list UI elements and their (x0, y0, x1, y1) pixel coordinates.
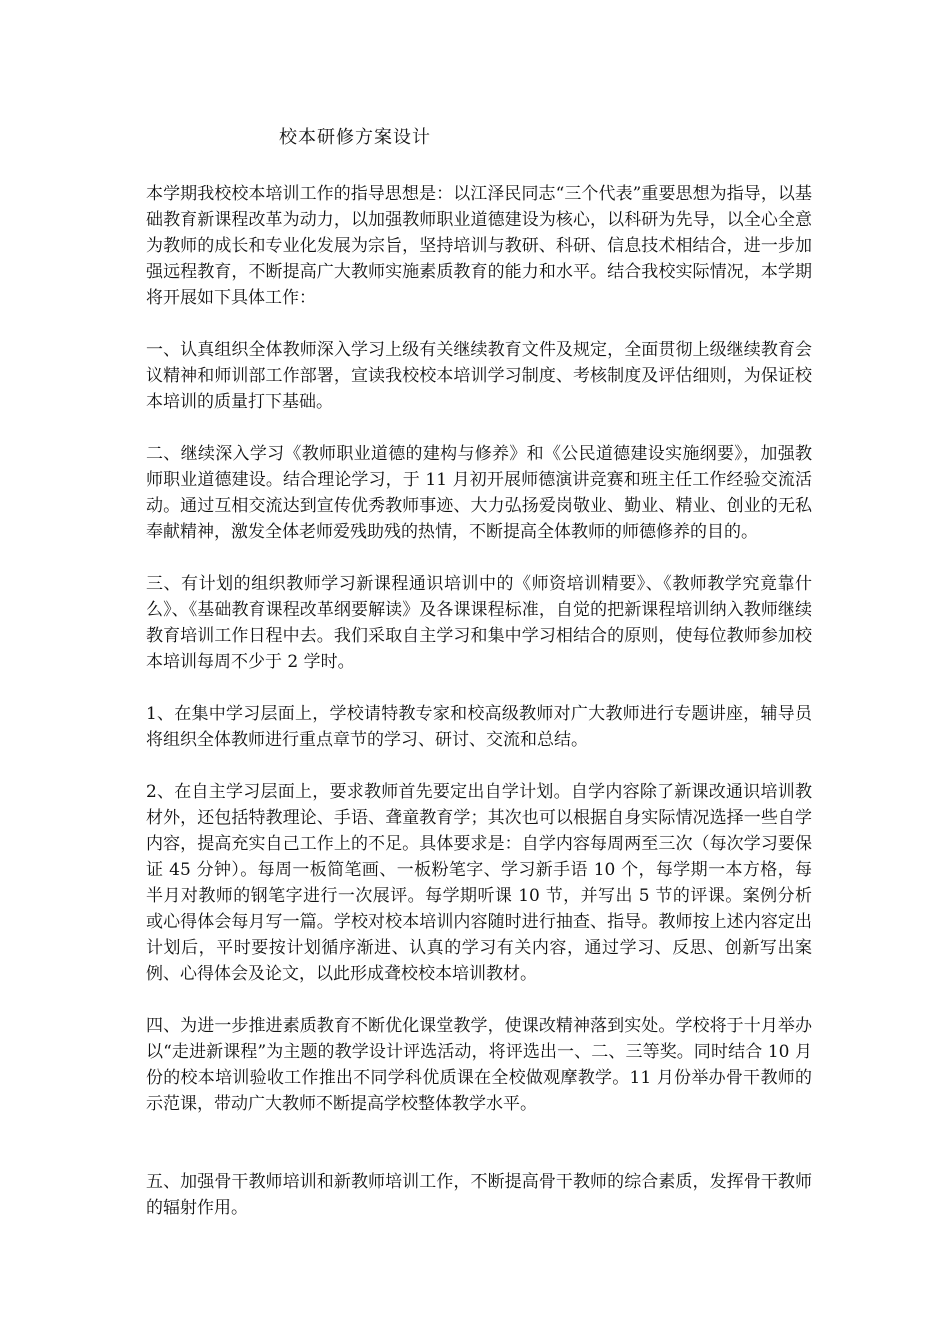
paragraph-item-four: 四、为进一步推进素质教育不断优化课堂教学，使课改精神落到实处。学校将于十月举办以“走进新课程”为主题的教学设计评选活动，将评选出一、二、三等奖。同时结合 10 月份的校本培训验收工作推出不同学科优质课在全校做观摩教学。11 月份举办骨干教师的示范课，带动广大教师不断提高学校整体教学水平。 (146, 1016, 812, 1114)
paragraph-subitem-one: 1、在集中学习层面上，学校请特教专家和校高级教师对广大教师进行专题讲座，辅导员将组织全体教师进行重点章节的学习、研讨、交流和总结。 (146, 704, 812, 750)
document-title: 校本研修方案设计 (279, 127, 431, 148)
paragraph-subitem-two: 2、在自主学习层面上，要求教师首先要定出自学计划。自学内容除了新课改通识培训教材外，还包括特教理论、手语、聋童教育学；其次也可以根据自身实际情况选择一些自学内容，提高充实自己工作上的不足。具体要求是：自学内容每周两至三次（每次学习要保证 45 分钟）。每周一板简笔画、一板粉笔字、学习新手语 10 个，每学期一本方格，每半月对教师的钢笔字进行一次展评。每学期听课 10 节，并写出 5 节的评课。案例分析或心得体会每月写一篇。学校对校本培训内容随时进行抽查、指导。教师按上述内容定出计划后，平时要按计划循序渐进、认真的学习有关内容，通过学习、反思、创新写出案例、心得体会及论文，以此形成聋校校本培训教材。 (146, 782, 812, 984)
paragraph-guiding-ideology: 本学期我校校本培训工作的指导思想是：以江泽民同志“三个代表”重要思想为指导，以基础教育新课程改革为动力，以加强教师职业道德建设为核心，以科研为先导，以全心全意为教师的成长和专业化发展为宗旨，坚持培训与教研、科研、信息技术相结合，进一步加强远程教育，不断提高广大教师实施素质教育的能力和水平。结合我校实际情况，本学期将开展如下具体工作： (146, 184, 812, 308)
document-page (146, 125, 812, 1247)
paragraph-item-one: 一、认真组织全体教师深入学习上级有关继续教育文件及规定，全面贯彻上级继续教育会议精神和师训部工作部署，宣读我校校本培训学习制度、考核制度及评估细则，为保证校本培训的质量打下基础。 (146, 340, 812, 412)
paragraph-item-three: 三、有计划的组织教师学习新课程通识培训中的《师资培训精要》、《教师教学究竟靠什么》、《基础教育课程改革纲要解读》及各课课程标准，自觉的把新课程培训纳入教师继续教育培训工作日程中去。我们采取自主学习和集中学习相结合的原则，使每位教师参加校本培训每周不少于 2 学时。 (146, 574, 812, 672)
paragraph-item-two: 二、继续深入学习《教师职业道德的建构与修养》和《公民道德建设实施纲要》，加强教师职业道德建设。结合理论学习，于 11 月初开展师德演讲竞赛和班主任工作经验交流活动。通过互相交流达到宣传优秀教师事迹、大力弘扬爱岗敬业、勤业、精业、创业的无私奉献精神，激发全体老师爱残助残的热情，不断提高全体教师的师德修养的目的。 (146, 444, 812, 542)
paragraph-item-five: 五、加强骨干教师培训和新教师培训工作，不断提高骨干教师的综合素质，发挥骨干教师的辐射作用。 (146, 1172, 812, 1218)
